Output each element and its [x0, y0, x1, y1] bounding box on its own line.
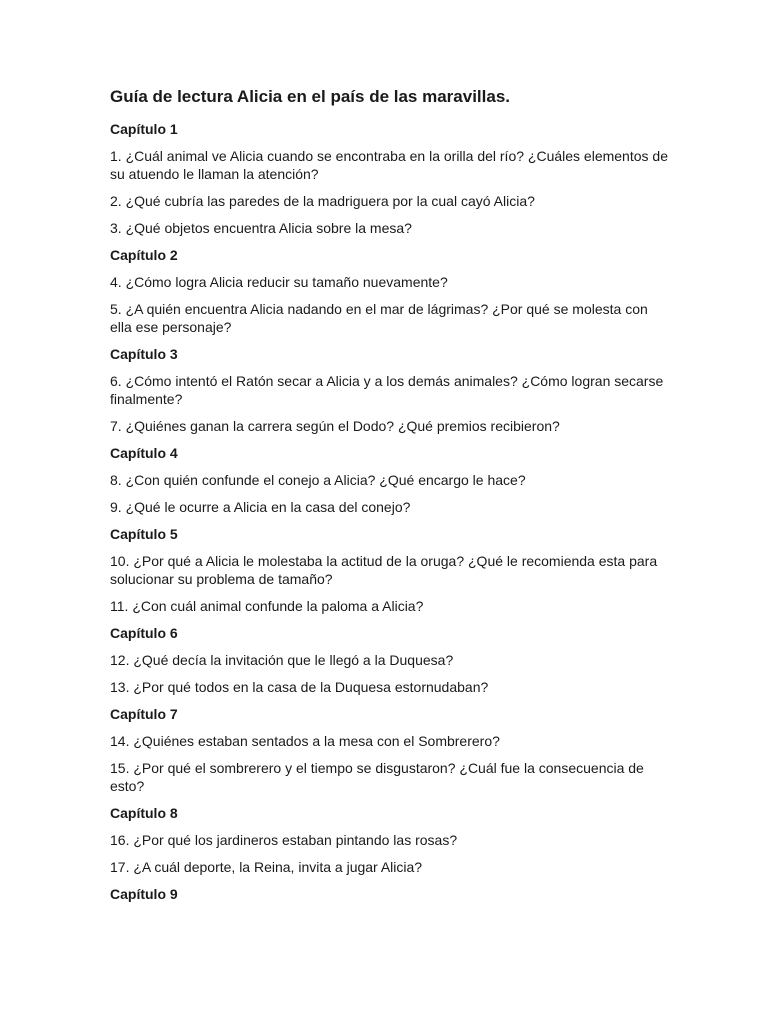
question-item: 7. ¿Quiénes ganan la carrera según el Dodo? ¿Qué premios recibieron? [110, 418, 560, 434]
question-item: 17. ¿A cuál deporte, la Reina, invita a jugar Alicia? [110, 859, 423, 875]
question-item: 3. ¿Qué objetos encuentra Alicia sobre la mesa? [110, 220, 412, 236]
question-item: 11. ¿Con cuál animal confunde la paloma a Alicia? [110, 598, 424, 614]
question-item: 5. ¿A quién encuentra Alicia nadando en el mar de lágrimas? ¿Por qué se molesta con ella ese personaje? [110, 301, 648, 335]
chapter-section [110, 624, 668, 696]
chapter-section [110, 705, 668, 795]
chapter-heading: Capítulo 3 [110, 346, 178, 362]
document-title: Guía de lectura Alicia en el país de las maravillas. [110, 87, 511, 106]
chapter-section [110, 444, 668, 516]
chapter-section [110, 804, 668, 876]
chapter-section [110, 885, 668, 903]
question-item: 2. ¿Qué cubría las paredes de la madriguera por la cual cayó Alicia? [110, 193, 535, 209]
chapter-heading: Capítulo 7 [110, 706, 178, 722]
question-item: 8. ¿Con quién confunde el conejo a Alicia? ¿Qué encargo le hace? [110, 472, 526, 488]
chapter-heading: Capítulo 1 [110, 121, 178, 137]
question-item: 9. ¿Qué le ocurre a Alicia en la casa del conejo? [110, 499, 411, 515]
question-item: 14. ¿Quiénes estaban sentados a la mesa con el Sombrerero? [110, 733, 500, 749]
chapter-heading: Capítulo 2 [110, 247, 178, 263]
question-item: 6. ¿Cómo intentó el Ratón secar a Alicia y a los demás animales? ¿Cómo logran secarse finalmente? [110, 373, 664, 407]
chapter-heading: Capítulo 6 [110, 625, 178, 641]
chapter-heading: Capítulo 9 [110, 886, 178, 902]
question-item: 12. ¿Qué decía la invitación que le llegó a la Duquesa? [110, 652, 454, 668]
question-item: 15. ¿Por qué el sombrerero y el tiempo se disgustaron? ¿Cuál fue la consecuencia de esto? [110, 760, 644, 794]
question-item: 1. ¿Cuál animal ve Alicia cuando se encontraba en la orilla del río? ¿Cuáles elementos de su atuendo le llaman la atención? [110, 148, 668, 182]
chapter-list [110, 120, 668, 903]
chapter-section [110, 345, 668, 435]
chapter-section [110, 525, 668, 615]
question-item: 16. ¿Por qué los jardineros estaban pintando las rosas? [110, 832, 458, 848]
chapter-heading: Capítulo 5 [110, 526, 178, 542]
chapter-section [110, 246, 668, 336]
chapter-section [110, 120, 668, 237]
chapter-heading: Capítulo 8 [110, 805, 178, 821]
question-item: 10. ¿Por qué a Alicia le molestaba la actitud de la oruga? ¿Qué le recomienda esta para solucionar su problema de tamaño? [110, 553, 658, 587]
chapter-heading: Capítulo 4 [110, 445, 178, 461]
question-item: 13. ¿Por qué todos en la casa de la Duquesa estornudaban? [110, 679, 489, 695]
question-item: 4. ¿Cómo logra Alicia reducir su tamaño nuevamente? [110, 274, 448, 290]
